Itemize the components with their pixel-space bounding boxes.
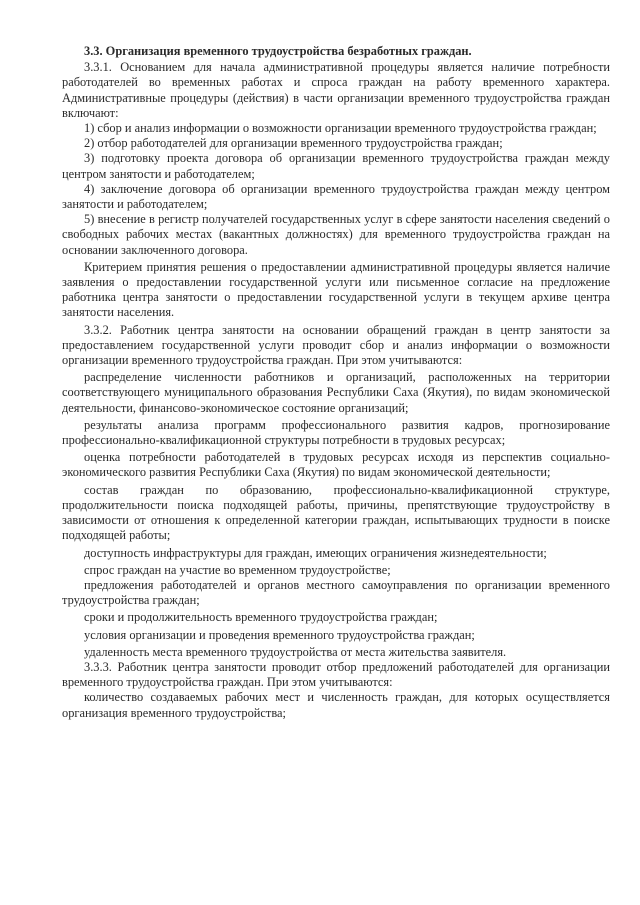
paragraph: 4) заключение договора об организации временного трудоустройства граждан между центром занятости и работодателем; <box>62 181 610 212</box>
paragraph: доступность инфраструктуры для граждан, имеющих ограничения жизнедеятельности; <box>84 545 547 560</box>
paragraph: 2) отбор работодателей для организации временного трудоустройства граждан; <box>84 136 503 151</box>
paragraph: Критерием принятия решения о предоставлении административной процедуры является наличие заявления о предоставлении государственной услуги или письменное согласие на предложение работника центра занятости о предоставлении государственной услуги в текущем архиве центра занятости населения. <box>62 259 610 320</box>
paragraph: 3.3.3. Работник центра занятости проводит отбор предложений работодателей для организации временного трудоустройства граждан. При этом учитываются: <box>62 659 610 690</box>
paragraph: распределение численности работников и организаций, расположенных на территории соответствующего муниципального образования Республики Саха (Якутия), по видам экономической деятельности, финансово-экономическое состояние организаций; <box>62 370 610 415</box>
paragraph: сроки и продолжительность временного трудоустройства граждан; <box>84 610 438 625</box>
paragraph: 5) внесение в регистр получателей государственных услуг в сфере занятости населения сведений о свободных рабочих местах (вакантных должностях) для временного трудоустройства граждан на основании заключенного договора. <box>62 212 610 257</box>
paragraph: состав граждан по образованию, профессионально-квалификационной структуре, продолжительности поиска подходящей работы, причины, препятствующие трудоустройству в зависимости от отношения к определенной категории граждан, испытывающих трудности в поиске подходящей работы; <box>62 482 610 543</box>
paragraph: спрос граждан на участие во временном трудоустройстве; <box>84 562 391 577</box>
paragraph: 3.3.2. Работник центра занятости на основании обращений граждан в центр занятости за предоставлением государственной услуги проводит сбор и анализ информации о возможности организации временного трудоустройства граждан. При этом учитываются: <box>62 322 610 368</box>
paragraph: удаленность места временного трудоустройства от места жительства заявителя. <box>84 644 507 659</box>
paragraph: предложения работодателей и органов местного самоуправления по организации временного трудоустройства граждан; <box>62 577 610 608</box>
paragraph: условия организации и проведения временного трудоустройства граждан; <box>84 627 475 642</box>
paragraph: оценка потребности работодателей в трудовых ресурсах исходя из перспектив социально-экономического развития Республики Саха (Якутия) по видам экономической деятельности; <box>62 450 610 480</box>
paragraph: результаты анализа программ профессионального развития кадров, прогнозирование профессионально-квалификационной структуры потребности в трудовых ресурсах; <box>62 417 610 448</box>
paragraph: 1) сбор и анализ информации о возможности организации временного трудоустройства граждан; <box>84 121 597 136</box>
paragraph: 3.3.1. Основанием для начала административной процедуры является наличие потребности работодателей во временных работах и спроса граждан на работу временного характера. Административные процедуры (действия) в части организации временного трудоустройства граждан включают: <box>62 60 610 120</box>
paragraph: 3) подготовку проекта договора об организации временного трудоустройства граждан между центром занятости и работодателем; <box>62 151 610 181</box>
paragraph: количество создаваемых рабочих мест и численность граждан, для которых осуществляется организация временного трудоустройства; <box>62 690 610 720</box>
section-heading: 3.3. Организация временного трудоустройства безработных граждан. <box>84 44 472 58</box>
